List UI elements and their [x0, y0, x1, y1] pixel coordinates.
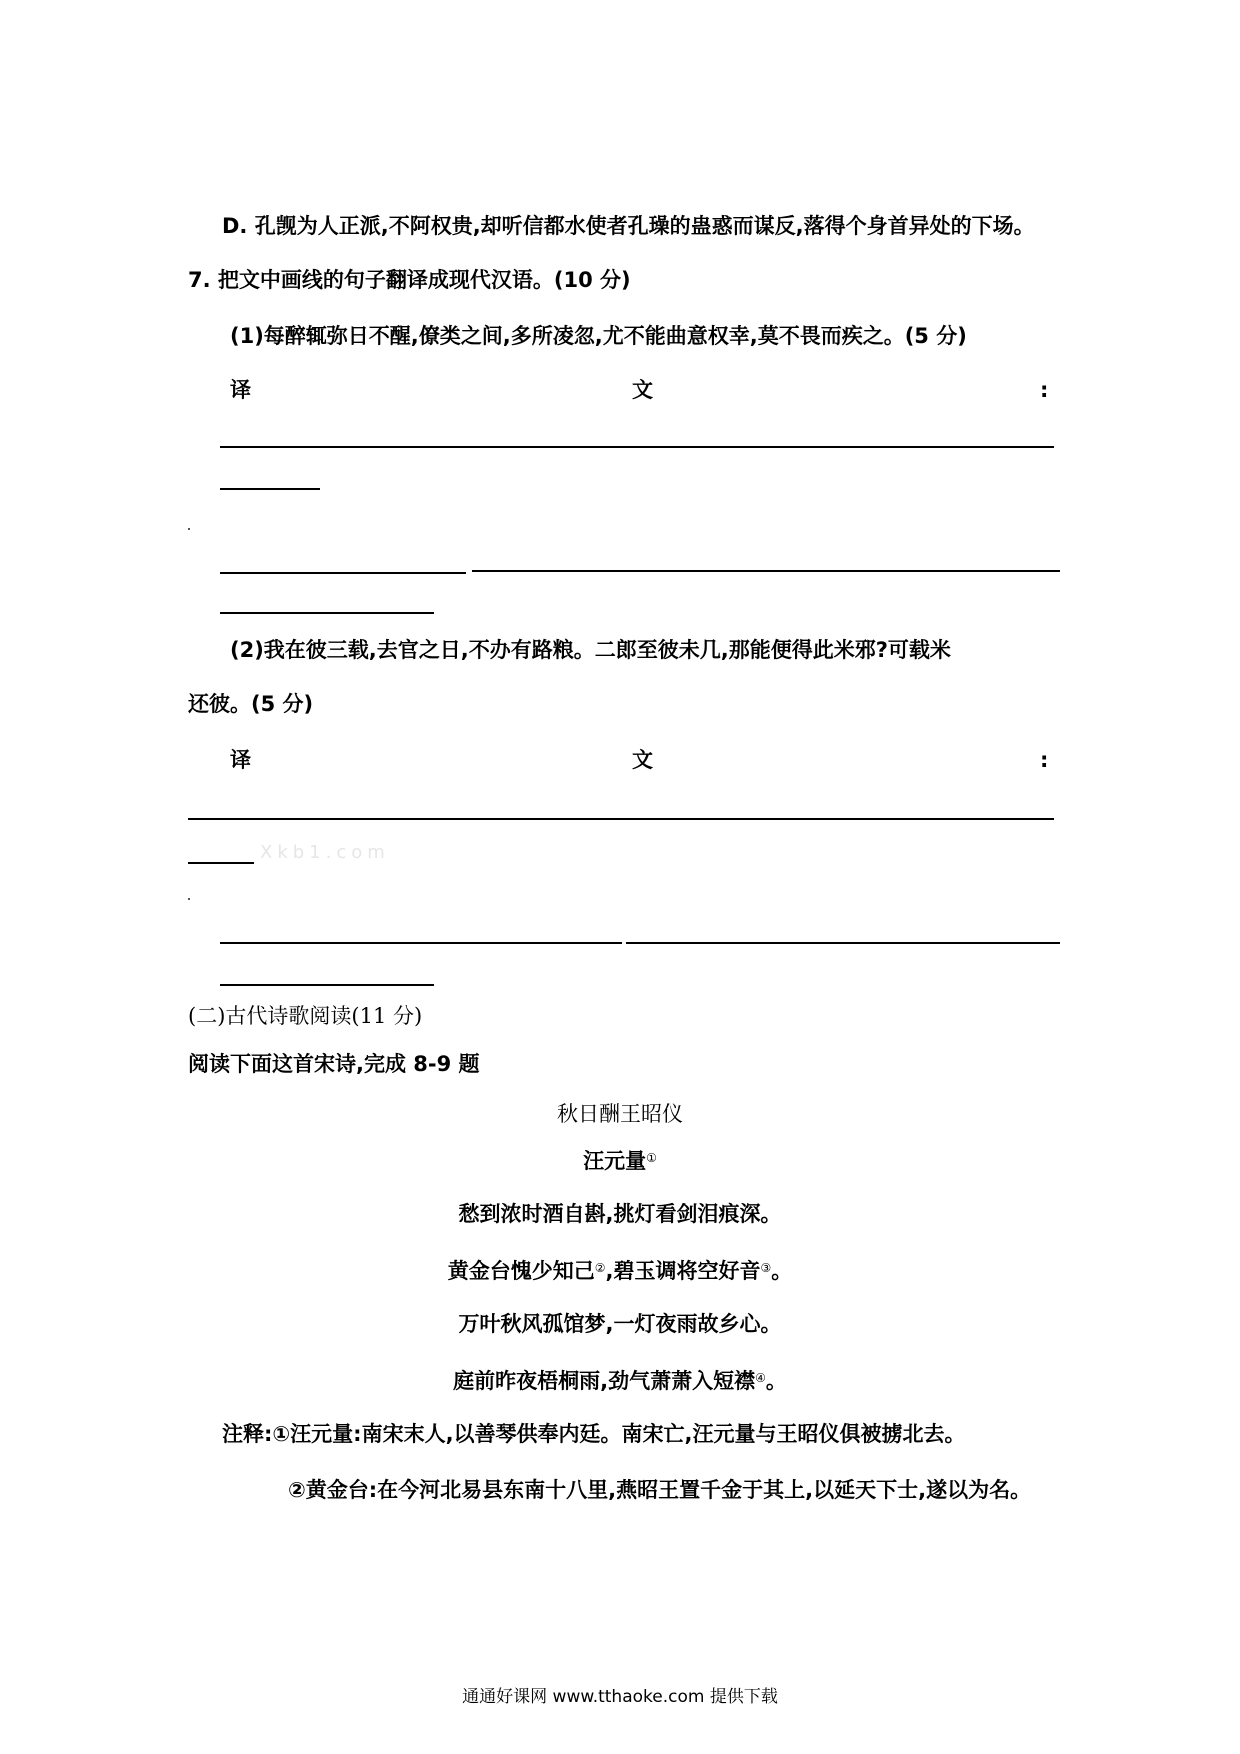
label-colon-1: : — [1040, 378, 1049, 402]
watermark: Xkb1.com — [260, 842, 390, 863]
label-yi-2: 译 — [230, 748, 251, 772]
sentence-2-line-2: 还彼。(5 分) — [188, 692, 314, 716]
label-yi-1: 译 — [230, 378, 251, 402]
note-marker: ① — [646, 1151, 657, 1165]
answer-line[interactable] — [220, 488, 320, 490]
section-2-heading: (二)古代诗歌阅读(11 分) — [188, 1004, 423, 1028]
page-footer: 通通好课网 www.tthaoke.com 提供下载 — [462, 1687, 778, 1707]
answer-line[interactable] — [188, 818, 1054, 820]
note-2: ②黄金台:在今河北易县东南十八里,燕昭王置千金于其上,以延天下士,遂以为名。 — [288, 1478, 1032, 1502]
answer-line[interactable] — [626, 942, 1060, 944]
poem-line-1: 愁到浓时酒自斟,挑灯看剑泪痕深。 — [458, 1202, 782, 1226]
sentence-1: (1)每醉辄弥日不醒,僚类之间,多所凌忽,尤不能曲意权幸,莫不畏而疾之。(5 分) — [230, 324, 967, 348]
note-marker: ② — [594, 1261, 606, 1275]
answer-line[interactable] — [220, 612, 434, 614]
answer-line[interactable] — [220, 446, 1054, 448]
poem-line-2-part-b: ,碧玉调将空好音 — [605, 1259, 761, 1283]
poem-line-2-part-a: 黄金台愧少知己 — [447, 1259, 595, 1283]
label-wen-1: 文 — [632, 378, 653, 402]
answer-line[interactable] — [220, 572, 466, 574]
poem-author — [0, 1144, 1240, 1175]
poem-line-4 — [0, 1364, 1240, 1395]
label-wen-2: 文 — [632, 748, 653, 772]
poem-line-4-part-a: 庭前昨夜梧桐雨,劲气萧萧入短襟 — [453, 1369, 756, 1393]
poem-line-2 — [0, 1254, 1240, 1285]
option-d: D. 孔觊为人正派,不阿权贵,却听信都水使者孔璪的蛊惑而谋反,落得个身首异处的下场。 — [222, 214, 1035, 238]
answer-line[interactable] — [220, 942, 622, 944]
scan-speck — [188, 898, 190, 900]
question-7-heading: 7. 把文中画线的句子翻译成现代汉语。(10 分) — [188, 268, 631, 292]
answer-line[interactable] — [188, 862, 254, 864]
answer-line[interactable] — [472, 570, 1060, 572]
poem-title: 秋日酬王昭仪 — [557, 1102, 683, 1126]
poem-line-4-part-b: 。 — [765, 1369, 787, 1393]
poem-line-2-part-c: 。 — [771, 1259, 793, 1283]
answer-line[interactable] — [220, 984, 434, 986]
poem-line-3: 万叶秋风孤馆梦,一灯夜雨故乡心。 — [458, 1312, 782, 1336]
scan-speck — [188, 528, 190, 530]
label-colon-2: : — [1040, 748, 1049, 772]
note-1: 注释:①汪元量:南宋末人,以善琴供奉内廷。南宋亡,汪元量与王昭仪俱被掳北去。 — [222, 1422, 966, 1446]
poem-author-name: 汪元量 — [583, 1149, 647, 1173]
note-marker: ④ — [755, 1371, 766, 1385]
note-marker: ③ — [760, 1261, 772, 1275]
section-2-instruction: 阅读下面这首宋诗,完成 8-9 题 — [188, 1052, 480, 1076]
sentence-2-line-1: (2)我在彼三载,去官之日,不办有路粮。二郎至彼未几,那能便得此米邪?可载米 — [230, 638, 951, 662]
